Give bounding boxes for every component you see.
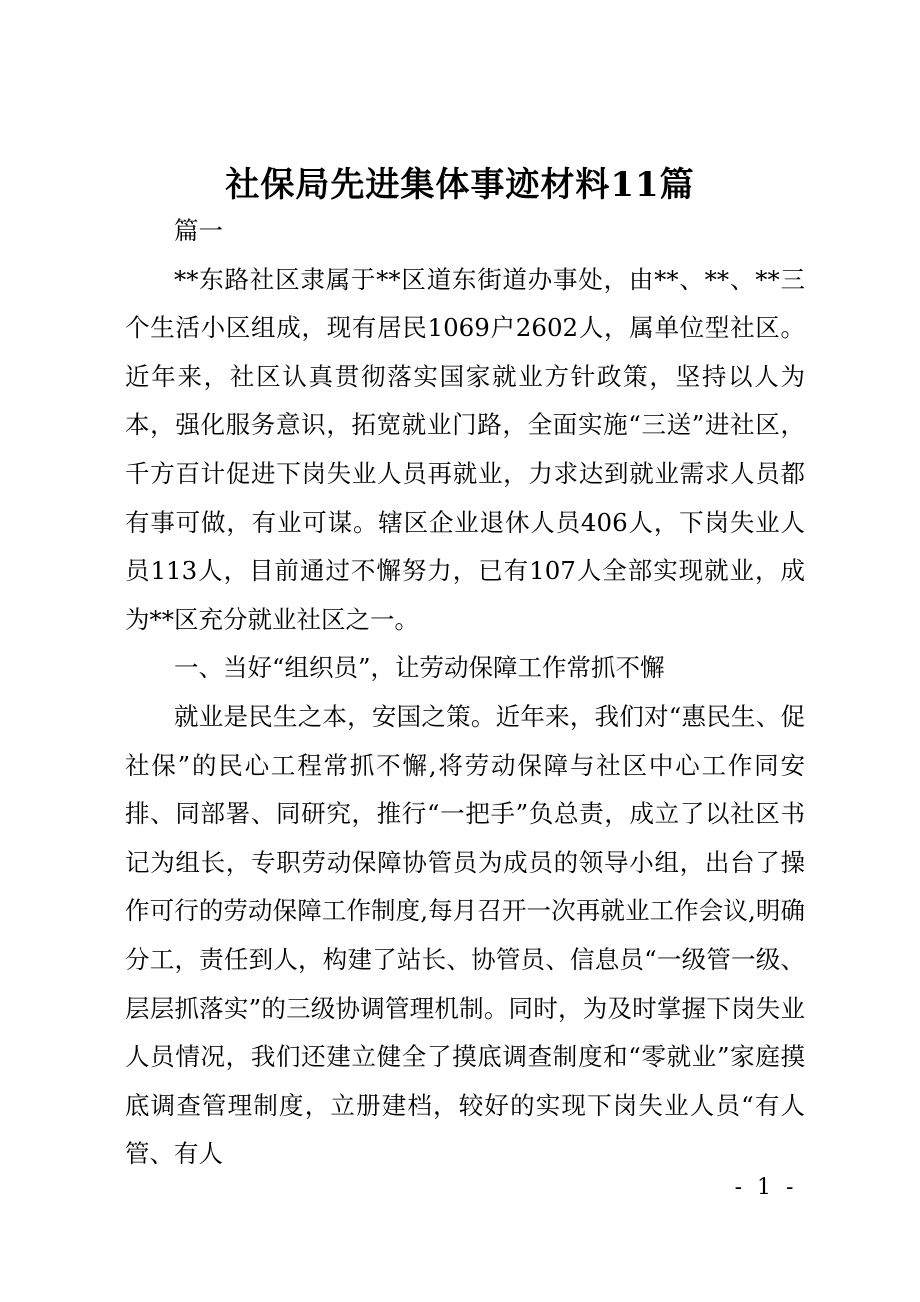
section-heading: 一、当好“组织员”，让劳动保障工作常抓不懈 (174, 653, 665, 683)
page-number: - 1 - (734, 1175, 798, 1200)
paragraph: 就业是民生之本，安国之策。近年来，我们对“惠民生、促社保”的民心工程常抓不懈,将劳动保障与社区中心工作同安排、同部署、同研究，推行“一把手”负总责，成立了以社区书记为组长，专职劳动保障协管员为成员的领导小组，出台了操作可行的劳动保障工作制度,每月召开一次再就业工作会议,明确分工，责任到人，构建了站长、协管员、信息员“一级管一级、层层抓落实”的三级协调管理机制。同时，为及时掌握下岗失业人员情况，我们还建立健全了摸底调查制度和“零就业”家庭摸底调查管理制度，立册建档，较好的实现下岗失业人员“有人管、有人 (125, 701, 805, 1169)
document-body (125, 207, 805, 1179)
section-label: 篇一 (174, 216, 223, 245)
paragraph: **东路社区隶属于**区道东街道办事处，由**、**、**三个生活小区组成，现有居民1069户2602人，属单位型社区。近年来，社区认真贯彻落实国家就业方针政策，坚持以人为本，强化服务意识，拓宽就业门路，全面实施“三送”进社区，千方百计促进下岗失业人员再就业，力求达到就业需求人员都有事可做，有业可谋。辖区企业退休人员406人，下岗失业人员113人，目前通过不懈努力，已有107人全部实现就业，成为**区充分就业社区之一。 (125, 264, 805, 634)
document-title: 社保局先进集体事迹材料11篇 (225, 165, 695, 205)
